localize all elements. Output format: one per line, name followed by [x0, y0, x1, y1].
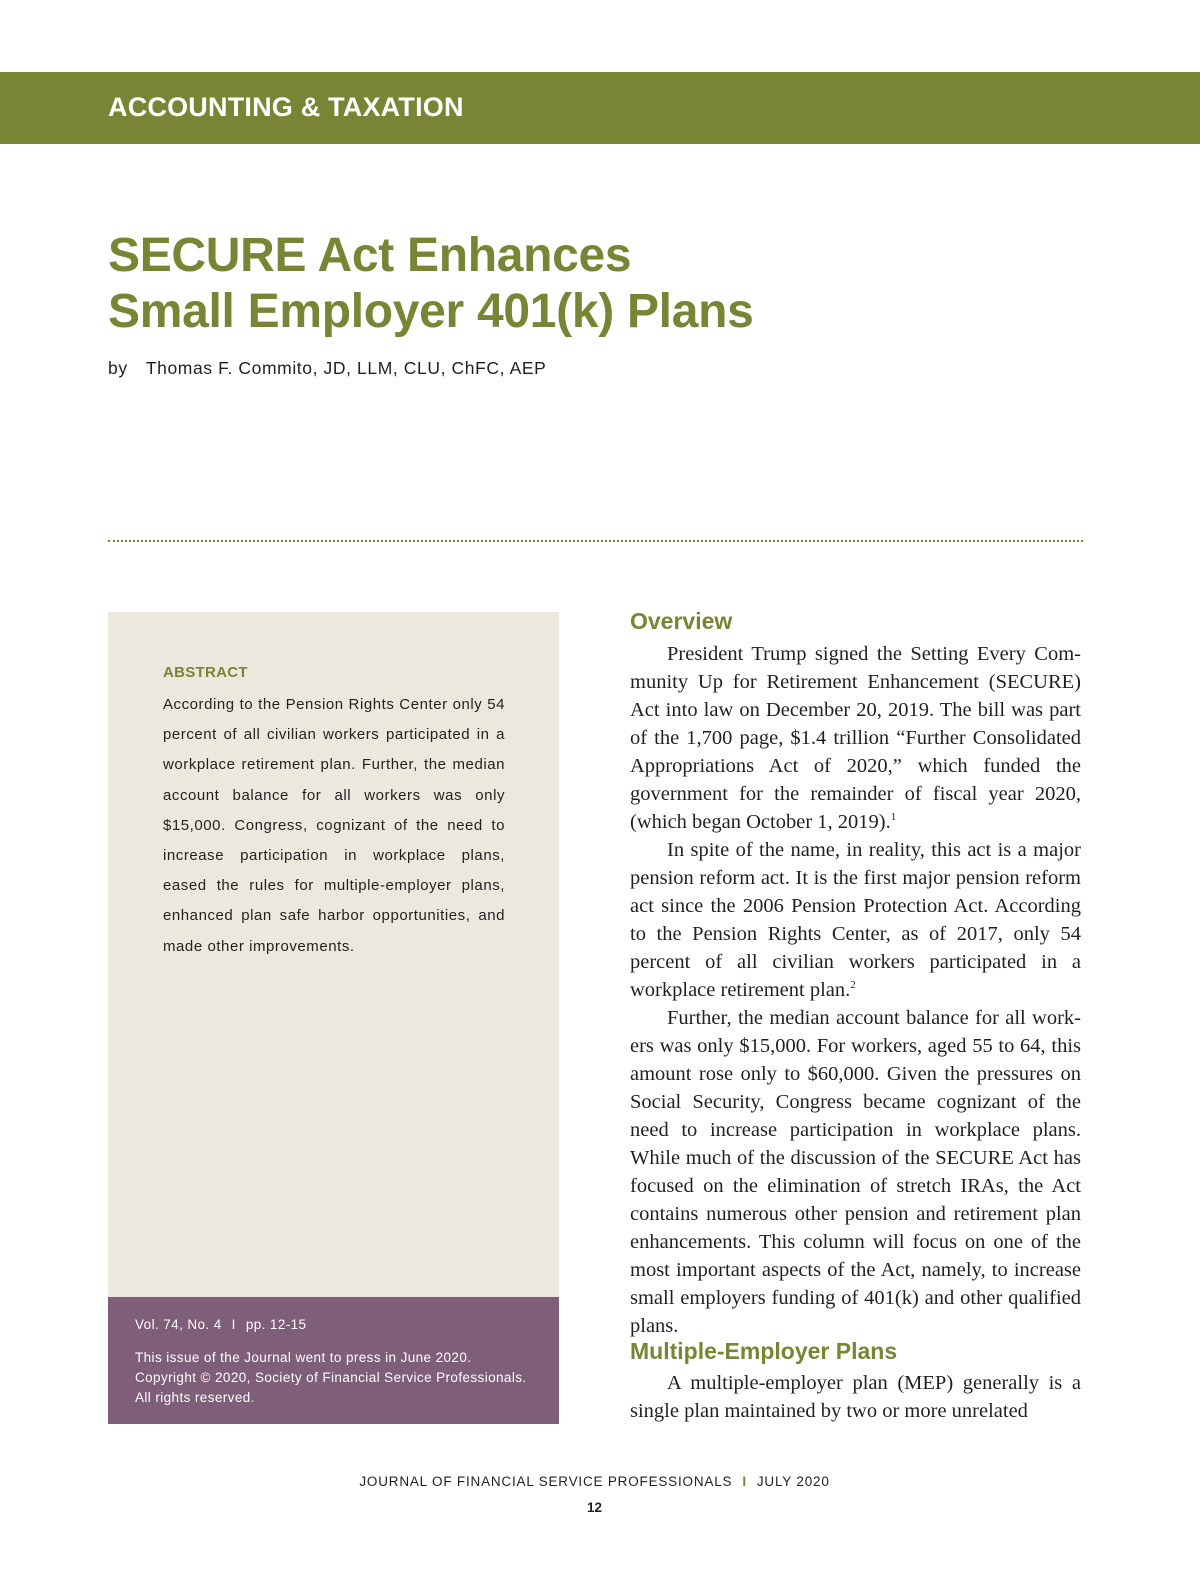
journal-footer — [0, 1474, 1189, 1489]
volume-separator: I — [231, 1317, 236, 1332]
author-name: Thomas F. Commito, JD, LLM, CLU, ChFC, AEP — [145, 358, 547, 378]
abstract-label: ABSTRACT — [163, 664, 248, 681]
press-note — [135, 1348, 545, 1408]
page-range: pp. 12-15 — [245, 1317, 307, 1332]
article-title — [108, 228, 754, 340]
rights-note: All rights reserved. — [135, 1390, 255, 1405]
section-label: ACCOUNTING & TAXATION — [108, 92, 464, 122]
overview-heading: Overview — [630, 608, 733, 634]
title-line-1: SECURE Act Enhances — [108, 229, 632, 282]
overview-paragraph-1 — [630, 640, 1081, 836]
footer-separator: I — [742, 1474, 747, 1489]
overview-paragraph-2 — [630, 836, 1081, 1004]
byline — [108, 358, 546, 379]
abstract-text: According to the Pension Rights Center only 54 percent of all civilian workers participated in a workplace retirement plan. Further, the median account balance for all workers was only $15,000. Congress, cognizant of the need to increase participation in workplace plans, eased the rules for multiple-employer plans, enhanced plan safe harbor opportunities, and made other improvements. — [163, 696, 505, 955]
dotted-divider — [108, 540, 1083, 542]
copyright-note: Copyright © 2020, Society of Financial Service Professionals. — [135, 1370, 527, 1385]
footnote-ref-2: 2 — [850, 979, 856, 991]
mep-paragraph-1: A multiple-employer plan (MEP) generally is a single plan maintained by two or more unrelated — [630, 1372, 1081, 1422]
overview-paragraph-3: Further, the median account balance for all workers was only $15,000. For workers, aged 55 to 64, this amount rose only to $60,000. Given the pressures on Social Security, Congress became cognizant of the need to increase participation in workplace plans. While much of the discussion of the SECURE Act has focused on the elimination of stretch IRAs, the Act contains numerous other pension and retirement plan enhancements. This column will focus on one of the most important aspects of the Act, namely, to increase small employers funding of 401(k) and other qualified plans. — [630, 1007, 1081, 1337]
paragraph-text: In spite of the name, in reality, this act is a major pension reform act. It is the first major pension reform act since the 2006 Pension Protection Act. According to the Pension Rights Center, as of 2017, only 54 percent of all civilian workers participated in a workplace retirement plan. — [630, 839, 1081, 1001]
mep-body — [630, 1369, 1081, 1425]
paragraph-text: President Trump signed the Setting Every Community Up for Retirement Enhancement (SECURE) Act into law on December 20, 2019. The bill was part of the 1,700 page, $1.4 trillion “Further Consolidated Appropriations Act of 2020,” which funded the government for the remainder of fiscal year 2020, (which began October 1, 2019). — [630, 643, 1081, 833]
overview-body — [630, 640, 1081, 1340]
press-date-note: This issue of the Journal went to press in June 2020. — [135, 1350, 472, 1365]
page-number: 12 — [586, 1500, 603, 1515]
byline-prefix: by — [108, 358, 128, 378]
volume-line — [135, 1317, 306, 1332]
title-line-2: Small Employer 401(k) Plans — [108, 285, 754, 338]
issue-date: JULY 2020 — [756, 1474, 830, 1489]
journal-name: JOURNAL OF FINANCIAL SERVICE PROFESSIONALS — [359, 1474, 733, 1489]
volume-number: Vol. 74, No. 4 — [135, 1317, 222, 1332]
mep-heading: Multiple-Employer Plans — [630, 1338, 898, 1364]
footnote-ref-1: 1 — [890, 811, 897, 823]
